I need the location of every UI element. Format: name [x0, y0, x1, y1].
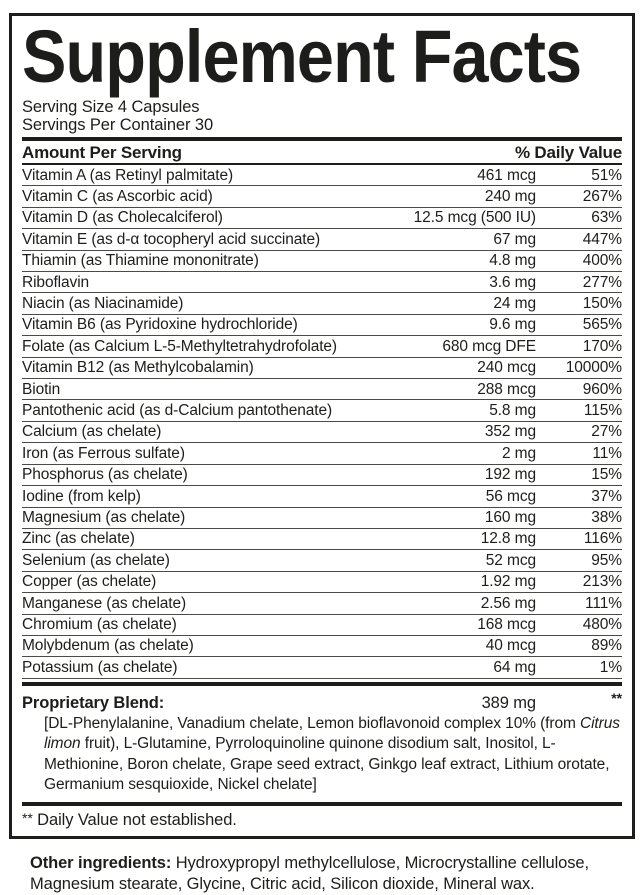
nutrient-amount: 67 mg [493, 230, 536, 248]
nutrient-name: Magnesium (as chelate) [22, 509, 186, 526]
nutrient-dv: 111% [585, 594, 622, 612]
nutrient-amount: 3.6 mg [489, 273, 536, 291]
nutrient-amount: 288 mcg [477, 380, 536, 398]
nutrient-dv: 267% [582, 187, 622, 205]
nutrient-name: Potassium (as chelate) [22, 658, 178, 676]
nutrient-row [22, 508, 622, 529]
nutrient-row [22, 165, 622, 186]
nutrient-name: Selenium (as chelate) [22, 551, 170, 569]
nutrient-row [22, 229, 622, 250]
nutrient-dv: 11% [592, 444, 622, 462]
nutrient-name: Manganese (as chelate) [22, 594, 187, 612]
blend-desc-latin-name: Citrus limon [44, 714, 620, 753]
nutrient-row [22, 186, 622, 207]
nutrient-row [22, 400, 622, 421]
nutrient-amount: 9.6 mg [489, 316, 536, 334]
nutrient-amount: 5.8 mg [489, 401, 536, 419]
other-ingredients [30, 853, 614, 895]
other-ingredients-text: Hydroxypropyl methylcellulose, Microcrystalline cellulose, Magnesium stearate, Glycine, Citric acid, Silicon dioxide, Mineral wax. [30, 853, 589, 893]
nutrient-name: Vitamin C (as Ascorbic acid) [22, 187, 213, 205]
proprietary-blend-label: Proprietary Blend: [22, 693, 165, 712]
nutrient-amount: 64 mg [493, 658, 536, 676]
nutrient-dv: 115% [583, 401, 622, 419]
nutrient-name: Molybdenum (as chelate) [22, 637, 194, 655]
proprietary-blend-dv [536, 688, 622, 714]
nutrient-dv: 38% [591, 509, 622, 526]
nutrient-amount: 2 mg [501, 444, 536, 462]
nutrient-name: Copper (as chelate) [22, 573, 157, 591]
nutrient-name: Phosphorus (as chelate) [22, 466, 188, 484]
nutrient-amount: 680 mcg DFE [442, 337, 536, 355]
nutrient-dv: 63% [591, 209, 622, 227]
footnote-marker: ** [22, 809, 33, 826]
nutrient-row [22, 336, 622, 357]
amount-per-serving-label: Amount Per Serving [22, 143, 182, 162]
nutrient-dv: 213% [582, 573, 622, 591]
blend-asterisks: ** [611, 689, 622, 706]
nutrient-amount: 160 mg [484, 509, 536, 526]
nutrient-amount: 461 mcg [477, 166, 536, 184]
supplement-table [22, 165, 622, 679]
nutrient-amount: 2.56 mg [480, 594, 536, 612]
nutrient-row [22, 615, 622, 636]
nutrient-row [22, 636, 622, 657]
nutrient-dv: 447% [582, 230, 622, 248]
nutrient-dv: 480% [582, 616, 622, 634]
nutrient-dv: 116% [583, 530, 622, 548]
nutrient-name: Vitamin E (as d-α tocopheryl acid succinate) [22, 230, 321, 248]
nutrient-amount: 52 mcg [485, 551, 536, 569]
daily-value-footnote [22, 806, 622, 832]
proprietary-blend-row [22, 686, 622, 714]
nutrient-row [22, 293, 622, 314]
nutrient-dv: 400% [582, 252, 622, 270]
nutrient-row [22, 572, 622, 593]
proprietary-blend-amount: 389 mg [481, 693, 536, 712]
servings-per-container: Servings Per Container 30 [22, 116, 214, 134]
nutrient-amount: 12.8 mg [480, 530, 536, 548]
nutrient-dv: 37% [591, 487, 622, 505]
nutrient-amount: 240 mcg [477, 359, 536, 377]
nutrient-amount: 352 mg [484, 423, 536, 441]
nutrient-amount: 192 mg [484, 466, 536, 484]
nutrient-name: Iron (as Ferrous sulfate) [22, 444, 185, 462]
nutrient-amount: 4.8 mg [489, 252, 536, 270]
nutrient-row [22, 379, 622, 400]
nutrient-dv: 1% [599, 658, 622, 676]
daily-value-label: % Daily Value [514, 143, 622, 162]
proprietary-blend-description [22, 714, 622, 799]
nutrient-row [22, 208, 622, 229]
nutrient-amount: 1.92 mg [480, 573, 536, 591]
nutrient-dv: 95% [591, 551, 622, 569]
nutrient-name: Iodine (from kelp) [22, 487, 141, 505]
nutrient-row [22, 657, 622, 678]
nutrient-amount: 40 mcg [485, 637, 536, 655]
nutrient-row [22, 315, 622, 336]
nutrient-name: Thiamin (as Thiamine mononitrate) [22, 252, 259, 270]
nutrient-name: Niacin (as Niacinamide) [22, 294, 184, 312]
nutrient-dv: 15% [591, 466, 622, 484]
nutrient-dv: 27% [591, 423, 622, 441]
nutrient-row [22, 443, 622, 464]
nutrient-name: Folate (as Calcium L-5-Methyltetrahydrofolate) [22, 337, 337, 355]
nutrient-name: Vitamin A (as Retinyl palmitate) [22, 166, 234, 184]
nutrient-amount: 168 mcg [477, 616, 536, 634]
nutrient-name: Pantothenic acid (as d-Calcium pantothenate) [22, 401, 333, 419]
nutrient-row [22, 272, 622, 293]
supplement-facts-panel [9, 13, 635, 839]
nutrient-amount: 12.5 mcg (500 IU) [413, 209, 536, 227]
nutrient-dv: 150% [582, 294, 622, 312]
nutrient-row [22, 465, 622, 486]
nutrient-name: Chromium (as chelate) [22, 616, 177, 634]
nutrient-name: Biotin [22, 380, 61, 398]
nutrient-amount: 24 mg [493, 294, 536, 312]
blend-desc-post: fruit), L-Glutamine, Pyrroloquinoline quinone disodium salt, Inositol, L-Methionine, Boron chelate, Grape seed extract, Ginkgo leaf extract, Lithium orotate, Germanium sesquioxide, Nickel chelate] [44, 735, 610, 794]
nutrient-dv: 277% [582, 273, 622, 291]
nutrient-row [22, 550, 622, 571]
nutrient-name: Calcium (as chelate) [22, 423, 162, 441]
nutrient-row [22, 529, 622, 550]
nutrient-dv: 565% [582, 316, 622, 334]
nutrient-dv: 89% [591, 637, 622, 655]
nutrient-row [22, 251, 622, 272]
nutrient-dv: 10000% [565, 359, 622, 377]
nutrient-row [22, 358, 622, 379]
nutrient-name: Zinc (as chelate) [22, 530, 135, 548]
table-header [22, 141, 622, 165]
nutrient-name: Vitamin B12 (as Methylcobalamin) [22, 359, 254, 377]
panel-title: Supplement Facts [22, 15, 582, 98]
nutrient-dv: 170% [582, 337, 622, 355]
nutrient-row [22, 422, 622, 443]
nutrient-amount: 240 mg [484, 187, 536, 205]
nutrient-name: Vitamin B6 (as Pyridoxine hydrochloride) [22, 316, 298, 334]
nutrient-name: Riboflavin [22, 273, 90, 291]
nutrient-row [22, 593, 622, 614]
nutrient-dv: 51% [591, 166, 622, 184]
blend-desc-pre: [DL-Phenylalanine, Vanadium chelate, Lemon bioflavonoid complex 10% (from [44, 714, 580, 732]
nutrient-amount: 56 mcg [485, 487, 536, 505]
nutrient-dv: 960% [582, 380, 622, 398]
nutrient-row [22, 486, 622, 507]
nutrient-name: Vitamin D (as Cholecalciferol) [22, 209, 223, 227]
other-ingredients-label: Other ingredients: [30, 853, 172, 872]
footnote-text: Daily Value not established. [32, 810, 237, 829]
serving-size: Serving Size 4 Capsules [22, 98, 200, 116]
